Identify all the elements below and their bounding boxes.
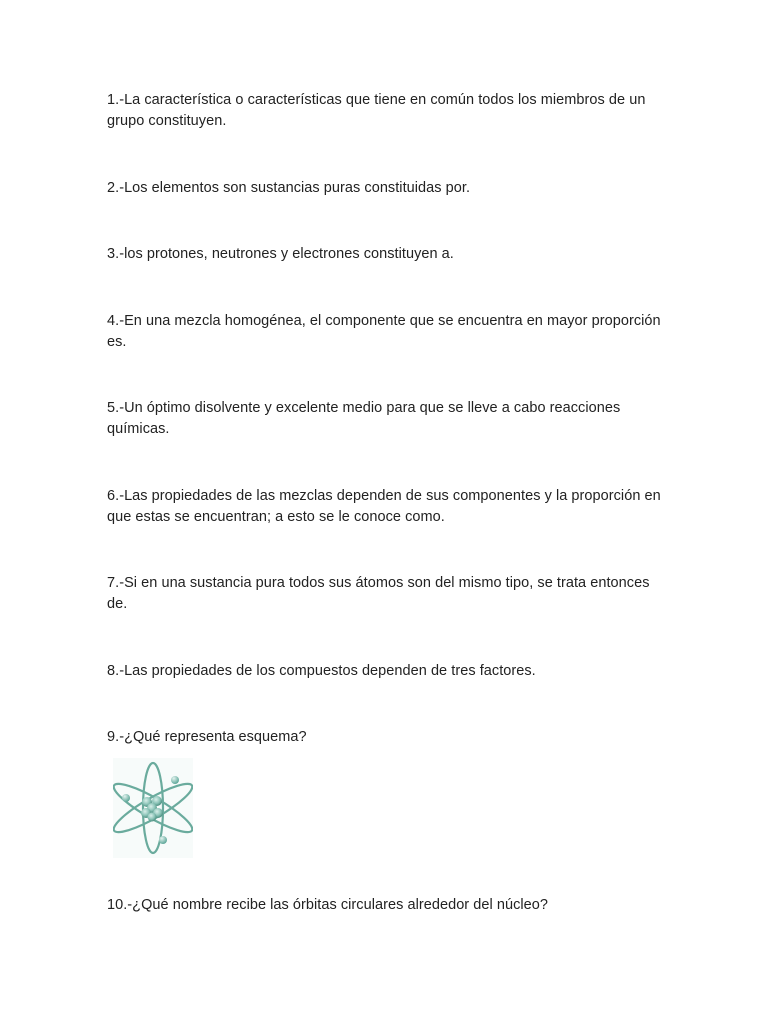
- question-9: 9.-¿Qué representa esquema?: [107, 729, 307, 745]
- atom-icon: [113, 758, 193, 858]
- question-10: 10.-¿Qué nombre recibe las órbitas circulares alrededor del núcleo?: [107, 897, 548, 913]
- question-8: 8.-Las propiedades de los compuestos dependen de tres factores.: [107, 663, 536, 679]
- question-6: 6.-Las propiedades de las mezclas dependen de sus componentes y la proporción en que estas se encuentran; a esto se le conoce como.: [107, 488, 661, 525]
- question-1: 1.-La característica o características que tiene en común todos los miembros de un grupo constituyen.: [107, 92, 646, 129]
- question-5: 5.-Un óptimo disolvente y excelente medio para que se lleve a cabo reacciones químicas.: [107, 400, 621, 437]
- question-7: 7.-Si en una sustancia pura todos sus átomos son del mismo tipo, se trata entonces de.: [107, 575, 650, 612]
- question-3: 3.-los protones, neutrones y electrones constituyen a.: [107, 246, 454, 262]
- question-4: 4.-En una mezcla homogénea, el componente que se encuentra en mayor proporción es.: [107, 313, 661, 350]
- question-2: 2.-Los elementos son sustancias puras constituidas por.: [107, 180, 471, 196]
